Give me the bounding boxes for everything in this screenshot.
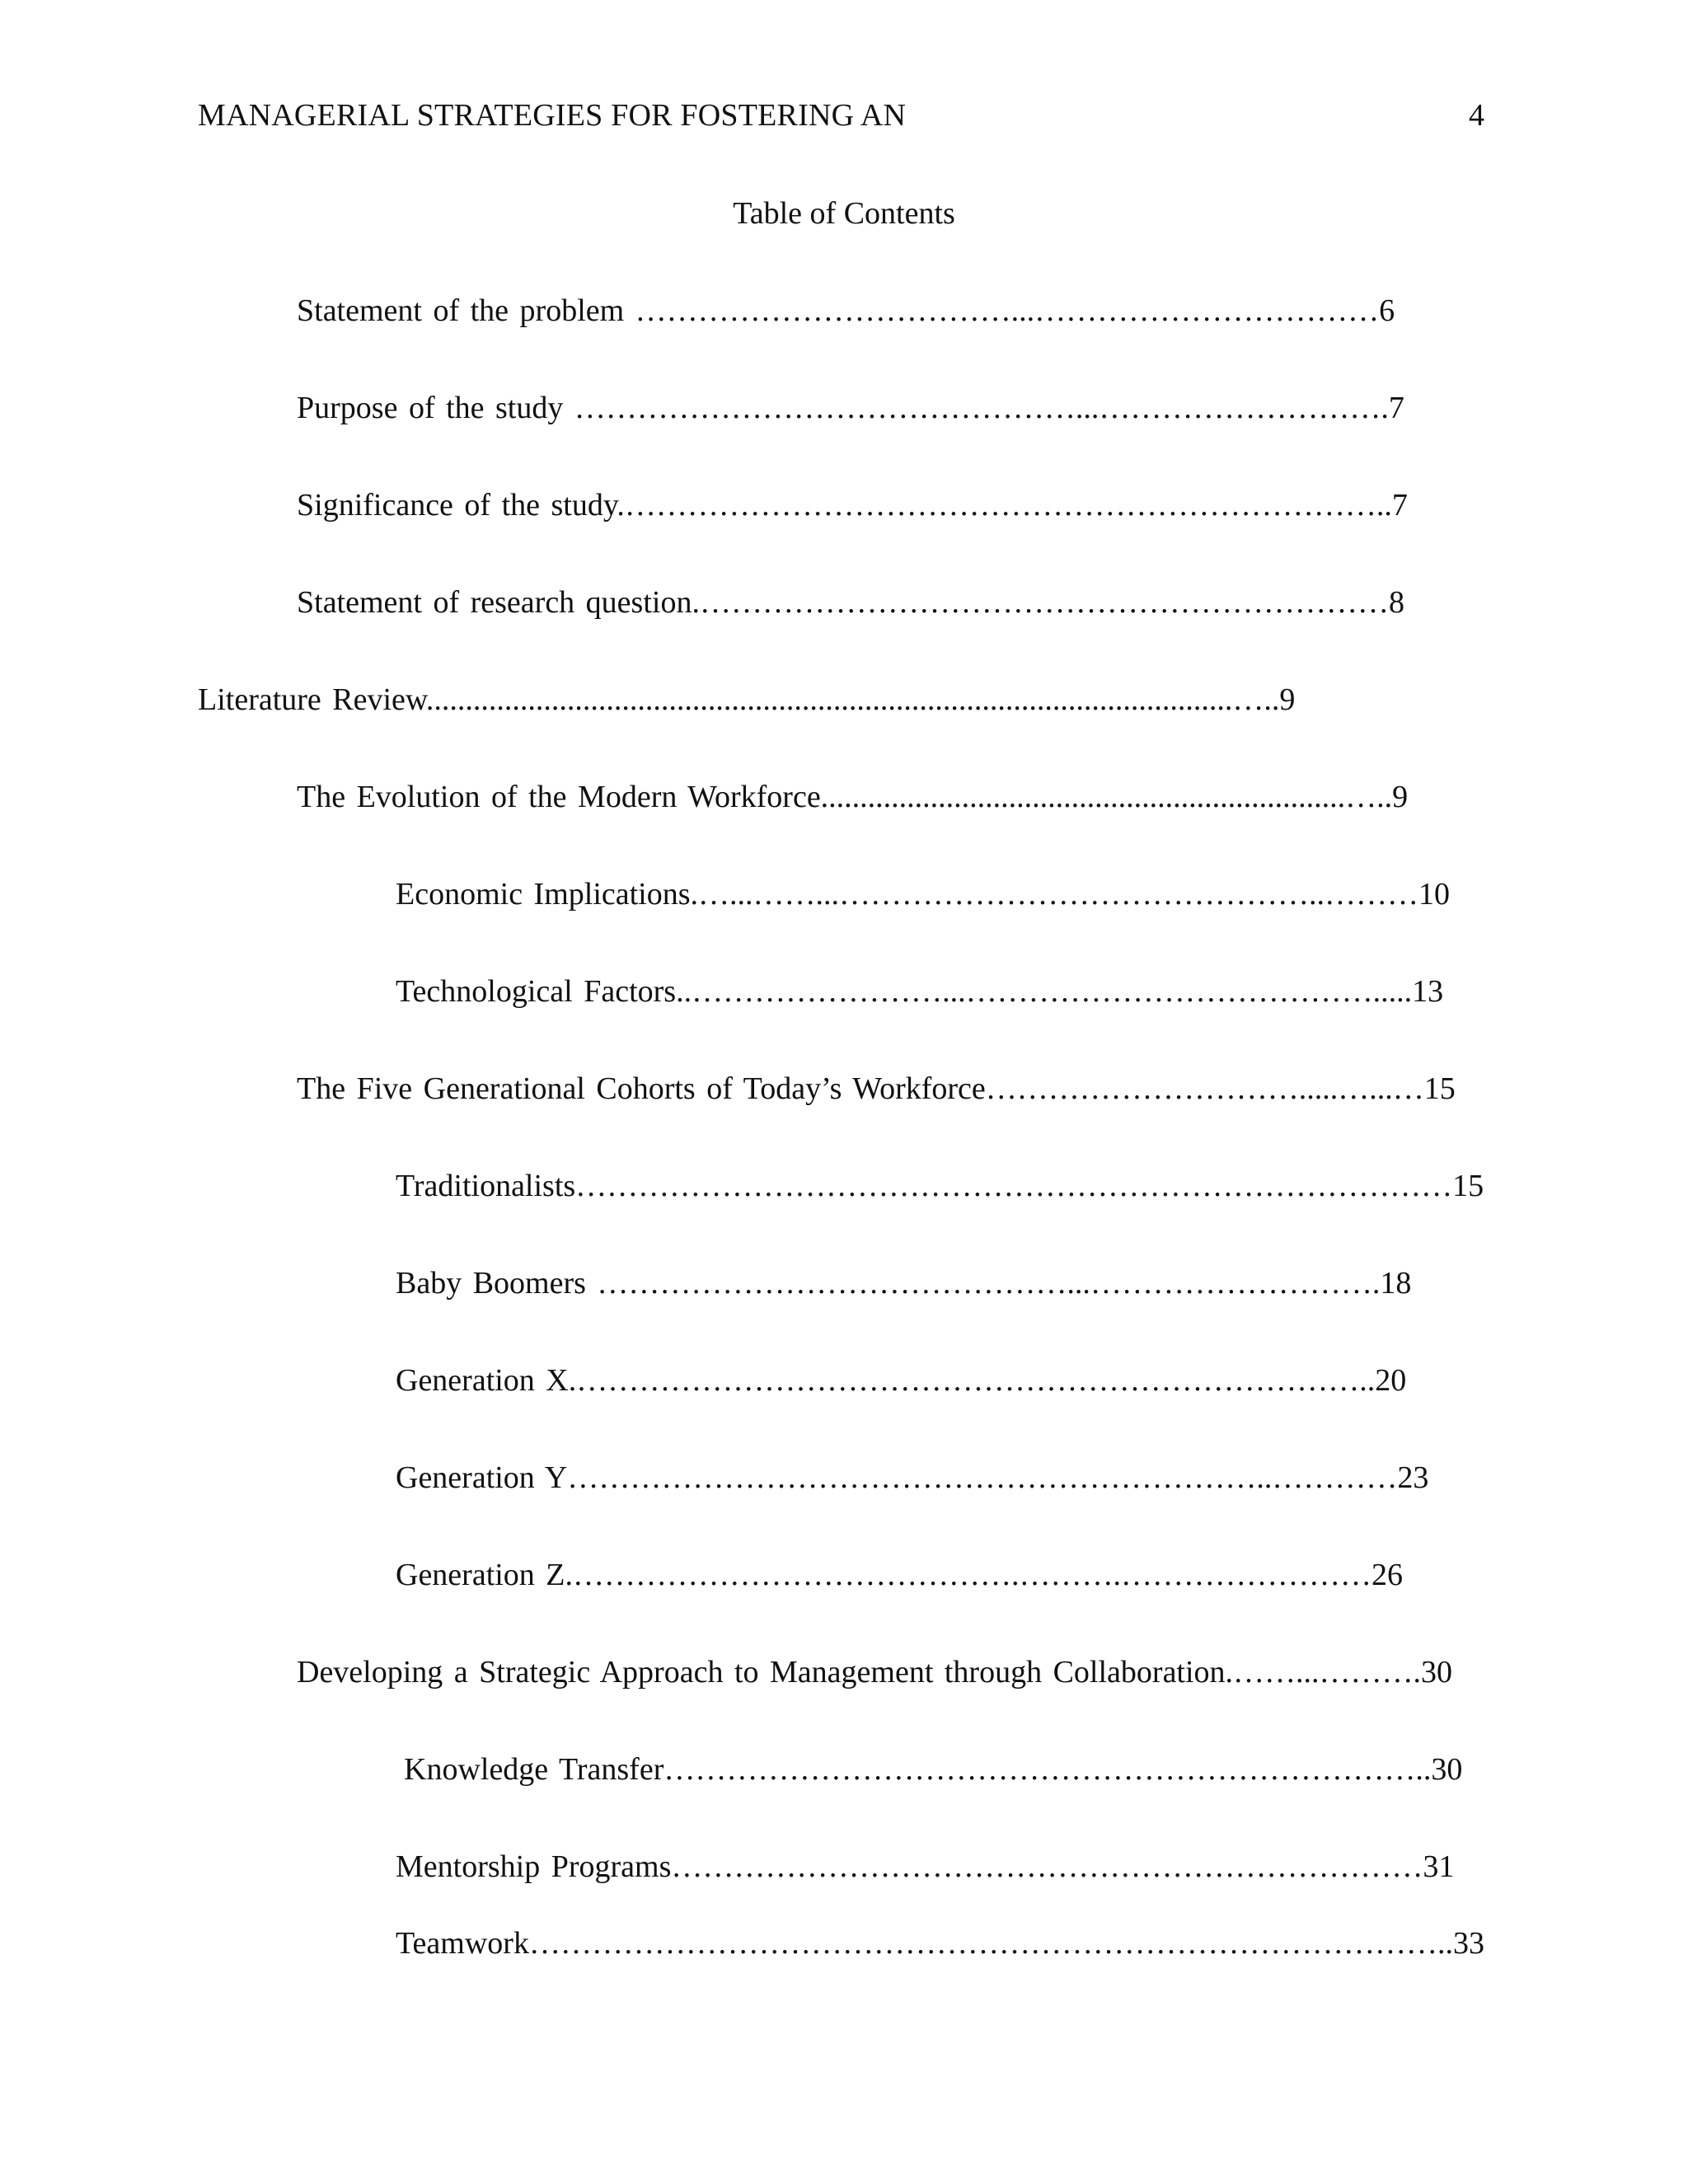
toc-entry: Generation Y…………………………………………………………..…………23 — [396, 1460, 1429, 1495]
toc-entry: Statement of the problem ………………………………...……………………………6 — [297, 293, 1395, 328]
toc-entry: Generation Z.…………………………………….……….……………………26 — [396, 1558, 1404, 1592]
toc-entry: The Five Generational Cohorts of Today’s Workforce………………………….....…...…15 — [297, 1071, 1456, 1106]
toc-entry: Knowledge Transfer………………………………………………………………..30 — [404, 1752, 1463, 1787]
toc-entry: Technological Factors..……………………...………………………………….....13 — [396, 974, 1444, 1009]
toc-entry: Traditionalists…………………………………………………………………………15 — [396, 1169, 1484, 1203]
running-head: MANAGERIAL STRATEGIES FOR FOSTERING AN — [198, 98, 907, 133]
page-number: 4 — [1469, 98, 1484, 133]
toc-entry: Literature Review.......................................................................................................…..9 — [198, 682, 1296, 717]
toc-entry: Baby Boomers ………………………………………...……………………….18 — [396, 1266, 1412, 1301]
toc-entry: Economic Implications.…...……...………………………………………..………10 — [396, 877, 1451, 912]
toc-entry: Mentorship Programs………………………………………………………………31 — [396, 1849, 1455, 1884]
toc-title: Table of Contents — [733, 196, 955, 231]
toc-entry: Generation X.…………………………………………………………………..20 — [396, 1363, 1407, 1398]
toc-entry: Teamwork……………………………………………………………………………..33 — [396, 1926, 1484, 1961]
toc-entry: Significance of the study.………………………………………………………………..7 — [297, 488, 1408, 523]
toc-entry: Developing a Strategic Approach to Management through Collaboration.……...……….30 — [297, 1655, 1453, 1690]
toc-entry: The Evolution of the Modern Workforce...................................................................…..9 — [297, 780, 1409, 814]
toc-entry: Statement of research question.…………………………………………………………8 — [297, 585, 1404, 620]
toc-entry: Purpose of the study …………………………………………...……………………….7 — [297, 391, 1404, 425]
